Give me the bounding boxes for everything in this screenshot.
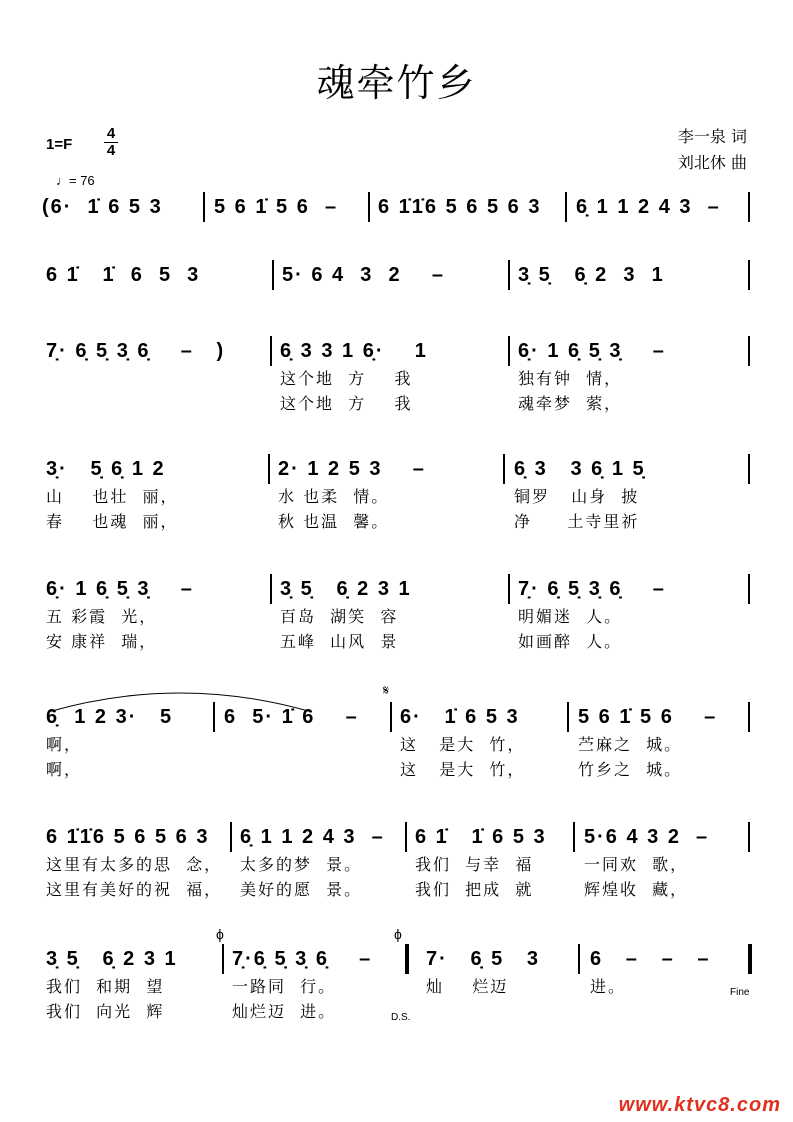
measure-notes: 7̣·6̣ 5̣ 3̣ 6̣ – [232, 948, 373, 970]
measure-notes: 6 1̇1̇6 5 6 5 6 3 [46, 826, 210, 848]
measure-notes: 6̣ 1 2 3· 5 [46, 706, 174, 728]
lyric-verse-2: 辉煌收 藏， [584, 880, 689, 899]
lyric-verse-2: 安 康祥 瑞， [46, 632, 158, 651]
lyric-verse-1: 一路同 行。 [232, 977, 337, 996]
lyric-verse-1: 灿 烂迈 [426, 977, 509, 996]
measure-notes: 6 1̇ 1̇ 6 5 3 [415, 826, 547, 848]
lyric-verse-1: 水 也柔 情。 [278, 487, 390, 506]
measure-notes: 6̣ 1 1 2 4 3 – [240, 826, 385, 848]
time-signature-bottom: 4 [104, 142, 118, 159]
measure-notes: 5·6 4 3 2 – [584, 826, 710, 848]
measure-notes: 6̣ 3 3 1 6̣· 1 [280, 340, 428, 362]
measure-notes: 3̣ 5̣ 6̣ 2 3 1 [280, 578, 412, 600]
barline [565, 192, 567, 222]
barline [503, 454, 505, 484]
lyric-verse-2: 竹乡之 城。 [578, 760, 683, 779]
measure-notes: 5 6 1̇ 5 6 – [578, 706, 718, 728]
lyric-verse-1: 进。 [590, 977, 627, 996]
barline [748, 574, 750, 604]
key-signature: 1=F [46, 136, 73, 153]
barline [390, 702, 392, 732]
measure-notes: 6· 1̇ 6 5 3 [400, 706, 520, 728]
lyric-verse-1: 我们 与幸 福 [415, 855, 534, 874]
lyricist-credit: 李一泉 词 [677, 127, 747, 146]
barline [508, 574, 510, 604]
song-title: 魂牵竹乡 [316, 61, 477, 105]
lyric-verse-1: 百岛 湖笑 容 [280, 607, 399, 626]
barline [567, 702, 569, 732]
lyric-verse-1: 我们 和期 望 [46, 977, 165, 996]
barline [748, 702, 750, 732]
measure-notes: 3̣ 5̣ 6̣ 2 3 1 [518, 264, 665, 286]
barline [405, 944, 409, 974]
fine-marking: Fine [730, 987, 750, 998]
lyric-verse-2: 五峰 山风 景 [280, 632, 399, 651]
measure-notes: (6· 1̇ 6 5 3 [42, 196, 163, 218]
tempo-marking: ♩= 76 [56, 173, 95, 188]
lyric-verse-1: 这 是大 竹， [400, 735, 526, 754]
measure-notes: 3̣ 5̣ 6̣ 2 3 1 [46, 948, 178, 970]
lyric-verse-1: 太多的梦 景。 [240, 855, 363, 874]
barline [270, 574, 272, 604]
segno-sign: 𝄋 [383, 682, 390, 698]
lyric-verse-2: 净 土寺里祈 [514, 512, 640, 531]
lyric-verse-1: 啊， [46, 735, 83, 754]
measure-notes: 6 5· 1̇ 6 – [224, 706, 359, 728]
time-signature-top: 4 [106, 125, 116, 142]
lyric-verse-1: 独有钟 情， [518, 369, 623, 388]
measure-notes: 6̣· 1 6̣ 5̣ 3̣ – [46, 578, 194, 600]
lyric-verse-2: 这个地 方 我 [280, 394, 413, 413]
measure-notes: 7· 6̣ 5 3 [426, 948, 541, 970]
barline [222, 944, 224, 974]
lyric-verse-2: 我们 把成 就 [415, 880, 534, 899]
barline [272, 260, 274, 290]
lyric-verse-1: 五 彩霞 光， [46, 607, 158, 626]
lyric-verse-1: 这里有太多的思 念， [46, 855, 223, 874]
lyric-verse-2: 灿烂迈 进。 [232, 1002, 337, 1021]
lyric-verse-2: 啊， [46, 760, 83, 779]
time-signature [104, 126, 118, 159]
barline [578, 944, 580, 974]
measure-notes: 5 6 1̇ 5 6 – [214, 196, 339, 218]
measure-notes: 2· 1 2 5 3 – [278, 458, 426, 480]
lyric-verse-1: 一同欢 歌， [584, 855, 689, 874]
barline [748, 944, 752, 974]
barline [573, 822, 575, 852]
measure-notes: 5· 6 4 3 2 – [282, 264, 445, 286]
barline [230, 822, 232, 852]
barline [368, 192, 370, 222]
measure-notes: 7̣· 6̣ 5̣ 3̣ 6̣ – [518, 578, 666, 600]
measure-notes: 7̣· 6̣ 5̣ 3̣ 6̣ – ) [46, 340, 226, 362]
measure-notes: 6 – – – [590, 948, 711, 970]
measure-notes: 6 1̇1̇6 5 6 5 6 3 [378, 196, 542, 218]
barline [748, 454, 750, 484]
barline [748, 822, 750, 852]
lyric-verse-1: 苎麻之 城。 [578, 735, 683, 754]
lyric-verse-2: 美好的愿 景。 [240, 880, 363, 899]
lyric-verse-2: 这里有美好的祝 福， [46, 880, 223, 899]
lyric-verse-2: 春 也魂 丽， [46, 512, 179, 531]
barline [748, 336, 750, 366]
barline [405, 822, 407, 852]
lyric-verse-1: 山 也壮 丽， [46, 487, 179, 506]
composer-credit: 刘北休 曲 [677, 153, 747, 172]
measure-notes: 6̣ 3 3 6̣ 1 5̣ [514, 458, 646, 480]
coda-sign-2: ϕ [394, 926, 402, 942]
lyric-verse-2: 秋 也温 馨。 [278, 512, 390, 531]
measure-notes: 6̣ 1 1 2 4 3 – [576, 196, 721, 218]
lyric-verse-1: 明媚迷 人。 [518, 607, 623, 626]
barline [268, 454, 270, 484]
lyric-verse-2: 我们 向光 辉 [46, 1002, 165, 1021]
lyric-verse-2: 这 是大 竹， [400, 760, 526, 779]
barline [203, 192, 205, 222]
lyric-verse-1: 铜罗 山身 披 [514, 487, 640, 506]
coda-sign: ϕ [216, 926, 224, 942]
barline [270, 336, 272, 366]
ds-marking: D.S. [391, 1012, 411, 1023]
barline [748, 192, 750, 222]
barline [508, 336, 510, 366]
measure-notes: 6 1̇ 1̇ 6 5 3 [46, 264, 201, 286]
watermark: www.ktvc8.com [618, 1094, 781, 1116]
lyric-verse-2: 魂牵梦 萦， [518, 394, 623, 413]
lyric-verse-2: 如画醉 人。 [518, 632, 623, 651]
measure-notes: 6̣· 1 6̣ 5̣ 3̣ – [518, 340, 666, 362]
measure-notes: 3̣· 5̣ 6̣ 1 2 [46, 458, 166, 480]
barline [748, 260, 750, 290]
slur-arc [40, 684, 320, 714]
barline [508, 260, 510, 290]
lyric-verse-1: 这个地 方 我 [280, 369, 413, 388]
